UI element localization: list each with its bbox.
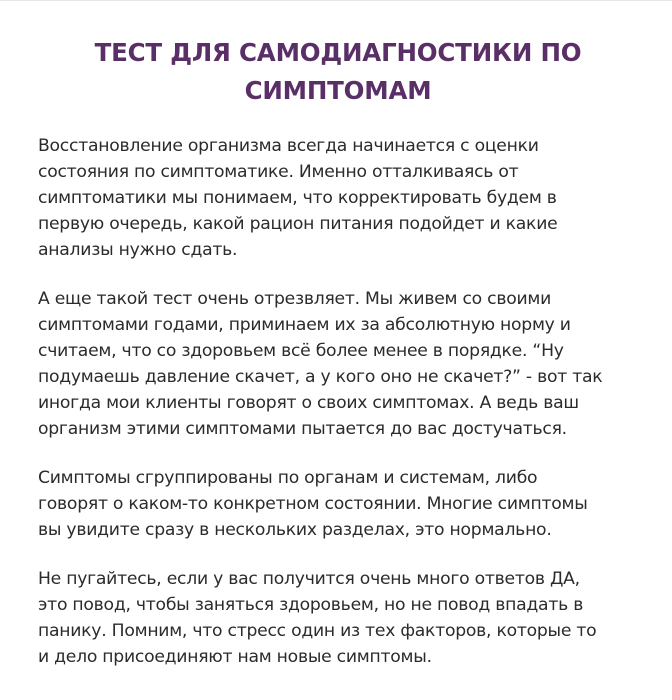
text-line: состояния по симптоматике. Именно отталкиваясь от <box>38 162 519 182</box>
text-line: говорят о каком-то конкретном состоянии. Многие симптомы <box>38 494 588 514</box>
paragraph-grouping <box>38 465 638 543</box>
title-line: ТЕСТ ДЛЯ САМОДИАГНОСТИКИ ПО <box>94 38 582 67</box>
text-line: симптомами годами, приминаем их за абсолютную норму и <box>38 315 571 335</box>
text-line: организм этими симптомами пытается до вас достучаться. <box>38 419 567 439</box>
body-text <box>38 133 638 670</box>
page-title <box>38 34 638 110</box>
text-line: анализы нужно сдать. <box>38 240 238 260</box>
text-line: иногда мои клиенты говорят о своих симптомах. А ведь ваш <box>38 393 579 413</box>
text-line: это повод, чтобы заняться здоровьем, но не повод впадать в <box>38 595 584 615</box>
text-line: и дело присоединяют нам новые симптомы. <box>38 647 432 667</box>
paragraph-intro <box>38 133 638 263</box>
text-line: считаем, что со здоровьем всё более менее в порядке. “Ну <box>38 341 564 361</box>
text-line: панику. Помним, что стресс один из тех факторов, которые то <box>38 621 597 641</box>
paragraph-sobering <box>38 286 638 442</box>
text-line: Не пугайтесь, если у вас получится очень много ответов ДА, <box>38 569 580 589</box>
text-line: Восстановление организма всегда начинается с оценки <box>38 136 539 156</box>
text-line: первую очередь, какой рацион питания подойдет и какие <box>38 214 558 234</box>
text-line: Симптомы сгруппированы по органам и системам, либо <box>38 468 538 488</box>
title-line: СИМПТОМАМ <box>244 76 432 105</box>
document-page <box>38 34 638 693</box>
text-line: симптоматики мы понимаем, что корректировать будем в <box>38 188 557 208</box>
paragraph-reassurance <box>38 566 638 670</box>
text-line: А еще такой тест очень отрезвляет. Мы живем со своими <box>38 289 552 309</box>
text-line: подумаешь давление скачет, а у кого оно не скачет?” - вот так <box>38 367 603 387</box>
top-divider <box>0 0 672 1</box>
text-line: вы увидите сразу в нескольких разделах, это нормально. <box>38 520 552 540</box>
